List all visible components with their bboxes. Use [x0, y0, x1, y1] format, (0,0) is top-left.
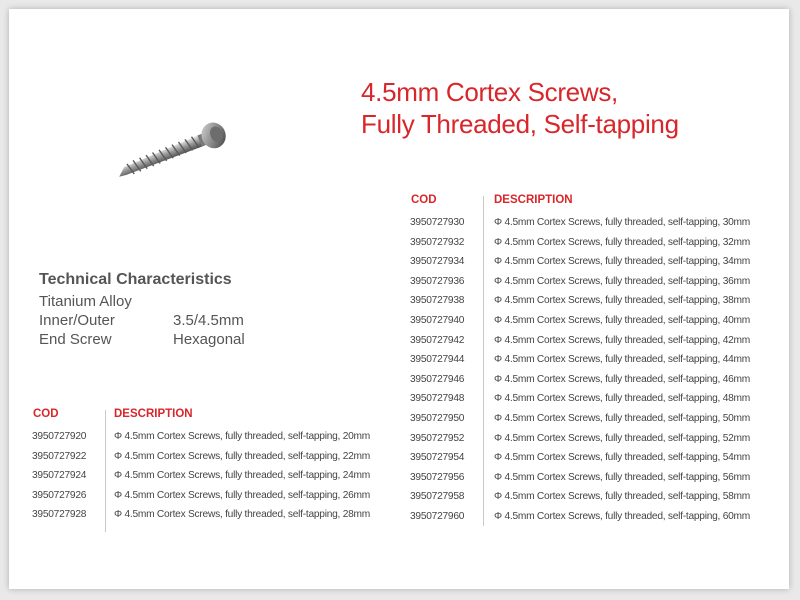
description-cell: Φ 4.5mm Cortex Screws, fully threaded, self-tapping, 48mm [494, 393, 751, 405]
description-header: DESCRIPTION [114, 408, 193, 420]
title-line-2: Fully Threaded, Self-tapping [361, 109, 679, 139]
product-table-left [30, 408, 400, 526]
table-row [408, 371, 778, 391]
product-table-right [408, 194, 778, 528]
technical-heading: Technical Characteristics [39, 271, 232, 288]
table-row [408, 253, 778, 273]
description-cell: Φ 4.5mm Cortex Screws, fully threaded, self-tapping, 42mm [494, 334, 751, 346]
cod-cell: 3950727954 [410, 452, 465, 464]
page-title [361, 76, 679, 140]
table-header [30, 408, 400, 428]
title-line-1: 4.5mm Cortex Screws, [361, 77, 618, 107]
description-cell: Φ 4.5mm Cortex Screws, fully threaded, self-tapping, 20mm [114, 431, 371, 442]
table-row [408, 351, 778, 371]
cod-cell: 3950727928 [32, 509, 87, 521]
table-row [408, 312, 778, 332]
description-cell: Φ 4.5mm Cortex Screws, fully threaded, self-tapping, 58mm [494, 491, 751, 503]
table-row [30, 448, 400, 468]
cod-cell: 3950727956 [410, 471, 465, 483]
cod-cell: 3950727950 [410, 412, 465, 424]
table-row [408, 430, 778, 450]
cod-cell: 3950727934 [410, 256, 465, 268]
cod-cell: 3950727946 [410, 373, 465, 385]
cod-cell: 3950727924 [32, 470, 87, 482]
table-row [30, 506, 400, 526]
table-row [408, 469, 778, 489]
table-row [30, 428, 400, 448]
technical-characteristics [39, 271, 245, 349]
description-cell: Φ 4.5mm Cortex Screws, fully threaded, self-tapping, 38mm [494, 295, 751, 307]
description-cell: Φ 4.5mm Cortex Screws, fully threaded, self-tapping, 40mm [494, 314, 751, 326]
cod-cell: 3950727960 [410, 510, 465, 522]
cortex-screw-icon [104, 120, 236, 186]
description-cell: Φ 4.5mm Cortex Screws, fully threaded, self-tapping, 46mm [494, 373, 751, 385]
description-cell: Φ 4.5mm Cortex Screws, fully threaded, self-tapping, 32mm [494, 236, 751, 248]
tech-key: End Screw [39, 331, 112, 348]
description-cell: Φ 4.5mm Cortex Screws, fully threaded, self-tapping, 44mm [494, 354, 751, 366]
description-cell: Φ 4.5mm Cortex Screws, fully threaded, self-tapping, 28mm [114, 509, 371, 521]
description-cell: Φ 4.5mm Cortex Screws, fully threaded, self-tapping, 50mm [494, 412, 751, 424]
cod-cell: 3950727938 [410, 295, 465, 307]
tech-key: Inner/Outer [39, 312, 115, 329]
table-row [408, 273, 778, 293]
description-cell: Φ 4.5mm Cortex Screws, fully threaded, self-tapping, 36mm [494, 275, 751, 287]
description-cell: Φ 4.5mm Cortex Screws, fully threaded, self-tapping, 54mm [494, 452, 751, 464]
cod-header: COD [411, 194, 437, 206]
description-header: DESCRIPTION [494, 194, 573, 206]
cod-cell: 3950727940 [410, 314, 465, 326]
table-header [408, 194, 778, 214]
description-cell: Φ 4.5mm Cortex Screws, fully threaded, self-tapping, 60mm [494, 510, 751, 522]
table-row [30, 467, 400, 487]
cod-cell: 3950727922 [32, 450, 87, 462]
tech-key: Titanium Alloy [39, 293, 132, 310]
description-cell: Φ 4.5mm Cortex Screws, fully threaded, self-tapping, 56mm [494, 471, 751, 483]
table-row [30, 487, 400, 507]
cod-cell: 3950727944 [410, 354, 465, 366]
table-row [408, 449, 778, 469]
table-row [408, 508, 778, 528]
cod-header: COD [33, 408, 59, 420]
cod-cell: 3950727948 [410, 393, 465, 405]
description-cell: Φ 4.5mm Cortex Screws, fully threaded, self-tapping, 52mm [494, 432, 751, 444]
table-row [408, 390, 778, 410]
description-cell: Φ 4.5mm Cortex Screws, fully threaded, self-tapping, 30mm [494, 217, 751, 228]
tech-value: Hexagonal [173, 331, 245, 348]
cod-cell: 3950727932 [410, 236, 465, 248]
description-cell: Φ 4.5mm Cortex Screws, fully threaded, self-tapping, 24mm [114, 470, 371, 482]
cod-cell: 3950727936 [410, 275, 465, 287]
description-cell: Φ 4.5mm Cortex Screws, fully threaded, self-tapping, 34mm [494, 256, 751, 268]
description-cell: Φ 4.5mm Cortex Screws, fully threaded, self-tapping, 22mm [114, 450, 371, 462]
cod-cell: 3950727942 [410, 334, 465, 346]
cod-cell: 3950727920 [32, 431, 87, 442]
cod-cell: 3950727958 [410, 491, 465, 503]
cod-cell: 3950727930 [410, 217, 465, 228]
cod-cell: 3950727926 [32, 489, 87, 501]
tech-row-end-screw [39, 330, 245, 349]
table-row [408, 234, 778, 254]
description-cell: Φ 4.5mm Cortex Screws, fully threaded, self-tapping, 26mm [114, 489, 371, 501]
table-row [408, 488, 778, 508]
tech-row-inner-outer [39, 311, 244, 330]
cod-cell: 3950727952 [410, 432, 465, 444]
table-row [408, 214, 778, 234]
table-row [408, 292, 778, 312]
tech-row-material [39, 292, 232, 311]
table-row [408, 332, 778, 352]
table-row [408, 410, 778, 430]
tech-value: 3.5/4.5mm [173, 312, 244, 329]
